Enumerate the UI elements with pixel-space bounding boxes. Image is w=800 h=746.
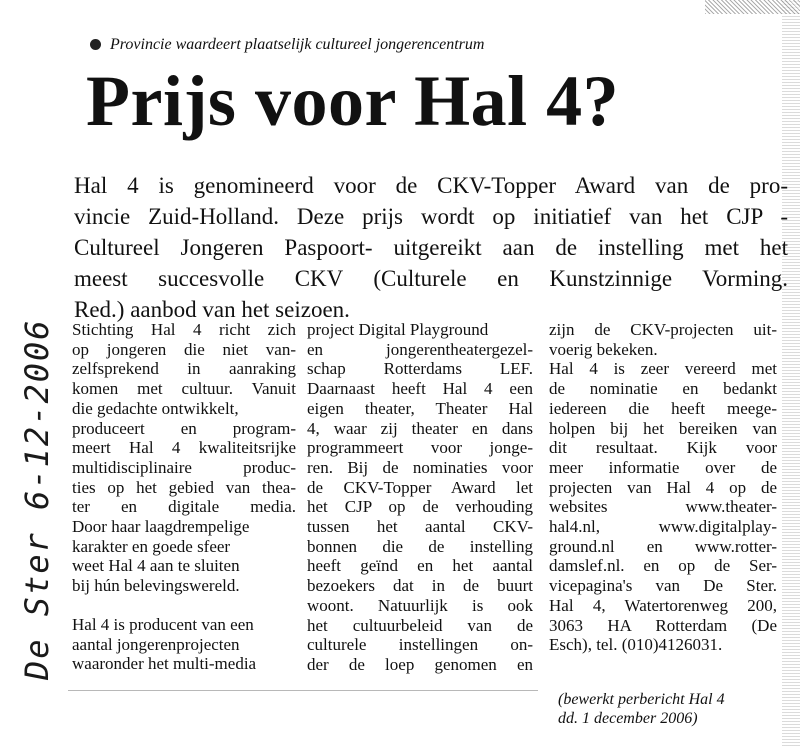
body-line: tussen het aantal CKV- — [307, 517, 533, 537]
body-line: die gedachte ontwikkelt, — [72, 398, 239, 418]
body-line: Hal 4, Watertorenweg 200, — [549, 595, 777, 615]
body-line: zelfsprekend in aanraking — [72, 359, 296, 379]
body-line: dit resultaat. Kijk voor — [549, 438, 777, 458]
body-line: culturele instellingen on- — [307, 635, 533, 655]
body-line: ter en digitale media. — [72, 497, 296, 517]
body-line: zijn de CKV-projecten uit- — [549, 320, 777, 339]
body-line: damslef.nl. en op de Ser- — [549, 556, 777, 576]
headline: Prijs voor Hal 4? — [86, 61, 620, 141]
body-line: ren. Bij de nominaties voor — [307, 457, 533, 477]
body-line: weet Hal 4 aan te sluiten — [72, 556, 240, 576]
body-line: holpen bij het bereiken van — [549, 418, 777, 438]
scan-edge — [782, 0, 800, 746]
body-line: 3063 HA Rotterdam (De — [549, 615, 777, 635]
body-line: karakter en goede sfeer — [72, 536, 231, 556]
body-line: bij hún belevingswereld. — [72, 576, 240, 596]
body-line: bezoekers dat in de buurt — [307, 576, 533, 596]
body-line: der de loep genomen en — [307, 654, 533, 674]
body-line: ground.nl en www.rotter- — [549, 536, 777, 556]
scan-corner — [705, 0, 800, 14]
column-3 — [549, 320, 777, 655]
body-line: meert Hal 4 kwaliteitsrijke — [72, 438, 296, 458]
body-line: de nominatie en bedankt — [549, 379, 777, 399]
body-line: Door haar laagdrempelige — [72, 517, 250, 537]
body-line: waaronder het multi-media — [72, 654, 257, 674]
body-line: Hal 4 is zeer vereerd met — [549, 359, 777, 379]
body-line: iedereen die heeft meege- — [549, 398, 777, 418]
body-line: woont. Natuurlijk is ook — [307, 595, 533, 615]
body-line: produceert en program- — [72, 418, 296, 438]
intro-paragraph — [74, 170, 788, 325]
body-line: en jongerentheatergezel- — [307, 339, 533, 359]
intro-line: vincie Zuid-Holland. Deze prijs wordt op initiatief van het CJP - — [74, 204, 788, 229]
body-line: project Digital Playground — [307, 320, 489, 339]
intro-line: Hal 4 is genomineerd voor de CKV-Topper Award van de pro- — [74, 173, 788, 198]
body-line: het cultuurbeleid van de — [307, 615, 533, 635]
intro-line: meest succesvolle CKV (Culturele en Kunstzinnige Vorming. — [74, 266, 788, 291]
body-line: eigen theater, Theater Hal — [307, 398, 533, 418]
body-line: ties op het gebied van thea- — [72, 477, 296, 497]
intro-line: Red.) aanbod van het seizoen. — [74, 297, 350, 322]
column-2 — [307, 320, 533, 675]
intro-line: Cultureel Jongeren Paspoort- uitgereikt aan de instelling met het — [74, 235, 788, 260]
body-line: programmeert voor jonge- — [307, 438, 533, 458]
body-line: Stichting Hal 4 richt zich — [72, 320, 296, 339]
bottom-rule — [68, 690, 538, 691]
body-line: aantal jongerenprojecten — [72, 634, 240, 654]
body-line: 4, waar zij theater en dans — [307, 418, 533, 438]
column-1 — [72, 320, 296, 674]
body-line: komen met cultuur. Vanuit — [72, 379, 296, 399]
body-line: het CJP op de verhouding — [307, 497, 533, 517]
source-credit — [558, 690, 725, 728]
body-line: multidisciplinaire produc- — [72, 457, 296, 477]
kicker-bullet-icon — [90, 39, 101, 50]
body-line: hal4.nl, www.digitalplay- — [549, 517, 777, 537]
body-line: projecten van Hal 4 op de — [549, 477, 777, 497]
kicker: Provincie waardeert plaatselijk cultureel jongerencentrum — [110, 36, 485, 53]
body-line: vicepagina's van De Ster. — [549, 576, 777, 596]
body-line: Esch), tel. (010)4126031. — [549, 635, 723, 655]
body-line: op jongeren die niet van- — [72, 339, 296, 359]
body-line: Hal 4 is producent van een — [72, 614, 254, 634]
body-line: meer informatie over de — [549, 457, 777, 477]
body-line: de CKV-Topper Award let — [307, 477, 533, 497]
handwritten-annotation: De Ster 6-12-2006 — [18, 318, 56, 680]
credit-line: dd. 1 december 2006) — [558, 710, 698, 727]
body-line: bonnen die de instelling — [307, 536, 533, 556]
body-line: voerig bekeken. — [549, 339, 658, 359]
body-line: schap Rotterdams LEF. — [307, 359, 533, 379]
body-line: heeft geïnd en het aantal — [307, 556, 533, 576]
body-line: websites www.theater- — [549, 497, 777, 517]
body-line: Daarnaast heeft Hal 4 een — [307, 379, 533, 399]
credit-line: (bewerkt perbericht Hal 4 — [558, 691, 725, 708]
